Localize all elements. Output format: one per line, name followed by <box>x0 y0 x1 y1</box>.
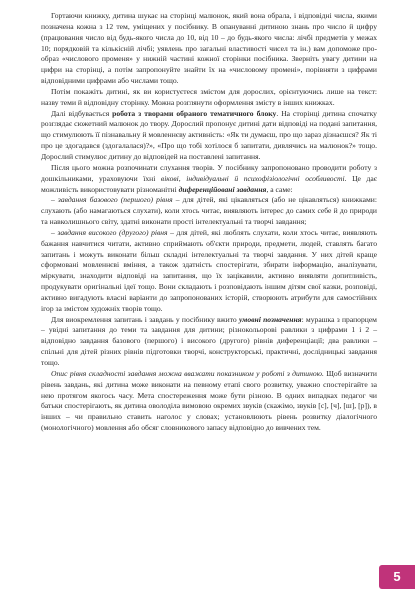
text-run: – <box>51 195 58 205</box>
text-run: вікові, індивідуальні й психофізіологічні особливості <box>160 173 345 183</box>
text-run: . Це дає можливість використовувати різноманітні <box>41 173 377 194</box>
text-run: робота з творами обраного тематичного блоку <box>112 108 277 118</box>
text-run: Для виокремлення запитань і завдань у посібнику вжито <box>51 314 239 324</box>
text-run: – <box>51 227 58 237</box>
paragraph <box>41 315 377 369</box>
paragraph <box>41 109 377 163</box>
text-run: – для дітей, які цікавляться (або не цікавляться) книжками: слухають (або намагаються слухати), коли хтось читає, виявляють інтерес до самих себе й до природи та навколишнього світу, здатні виконати прості інтелектуальні та творчі завдання; <box>41 195 377 227</box>
paragraph <box>41 87 377 109</box>
paragraph <box>41 228 377 315</box>
text-run: умовні позначення <box>238 314 302 324</box>
text-run: Опис рівня складності завдання можна вважати показником у роботі з дитиною. <box>51 368 324 378</box>
text-run: завдання високого (другого) рівня <box>57 227 168 237</box>
text-run: Потім покажіть дитині, як ви користуєтеся змістом для дорослих, орієнтуючись лише на текст: назву теми й відповідну сторінку. Можна розглянути оформлення змісту в інших книжках. <box>41 86 377 107</box>
text-run: , а саме: <box>266 184 293 194</box>
main-text <box>41 11 377 434</box>
text-run: : мурашка з прапорцем – увідні запитання до теми та завдання для дитини; різнокольорові равлики з цифрами 1 і 2 – відповідно завдання базового (першого) і високого (другого) рівнів диференціації; два равлики – спільні для дітей різних рівнів підготовки творчі, конструкторські, практичні, дослідницькі завдання тощо. <box>41 314 377 367</box>
text-run: – для дітей, які люблять слухати, коли хтось читає, виявляють бажання навчитися читати, активно сприймають об'єкти природи, предмети, людей, ставлять багато запитань і можуть виконати більш складні інтелектуальні та творчі завдання. У них дітей краще сформовані мовленнєві вміння, а також здатність спостерігати, збирати інформацію, аналізувати, міркувати, знаходити відповіді на запитання, що їх зацікавили, активно виявляти допитливість, продукувати оригінальні ідеї тощо. Вони складають і розповідають іншим дітям свої казки, розповіді, активно вигадують власні варіанти до запропонованих історій, створюють атрибути для самостійних ігор за змістом художніх творів тощо. <box>41 227 378 313</box>
text-run: Щоб визначити рівень завдань, які дитина може виконати на певному етапі свого розвитку, уважно спостерігайте за нею протягом якогось часу. Мета спостереження може бути різною. В одних випадках педагог чи батьки спостерігають, як дитина оволоділа вимовою окремих звуків (скажімо, звуків [с], [ч], [ш], [р]), в інших – чи правильно ставить наголос у словах; установлюють рівень розвитку діалогічного (монологічного) мовлення або обсяг словникового запасу відповідно до вивчених тем. <box>41 368 377 433</box>
page-number-badge: 5 <box>379 565 415 589</box>
text-run: Після цього можна розпочинати слухання творів. У посібнику запропоновано проводити роботу з дошкільниками, ураховуючи їхні <box>41 162 377 183</box>
paragraph <box>41 369 377 434</box>
text-run: Гортаючи книжку, дитина шукає на сторінці малюнок, який вона обрала, і відповідні числа, якими позначена кожна з 12 тем, уміщених у посібнику. В опануванні дитиною знань про число й цифру (працювання число від будь-якого числа до 10, від 10 – до будь-якого числа: лічбі предметів у межах 10; порядковій та кількісній лічбі; уявлень про загальні властивості чисел та ін.) вам допоможе прообраз «числового променя» у нижній частині кожної сторінки посібника. Зверніть увагу дитини на цифри на сторінці, а потім запропонуйте знайти їх на «числовому промені», порівняти з цифрами відповідними цифрами або числами тощо. <box>41 11 377 86</box>
paragraph <box>41 11 377 87</box>
paragraph <box>41 195 377 228</box>
text-run: завдання базового (першого) рівня <box>57 195 173 205</box>
text-run: Далі відбувається <box>51 108 113 118</box>
text-run: диференційовані завдання <box>178 184 267 194</box>
text-run: . На сторінці дитина спочатку розглядає сюжетний малюнок до твору. Дорослий пропонує дитині дати відповіді на подані запитання, що стимулюють її пізнавальну й мовленнєву активність: «Як ти думаєш, про що зараз дізнаєшся? Як ті про це здогадався (здогалалася)?», «Про що тобі хотілося б запитати, дивлячись на малюнок?» тощо. Дорослий стимулює дитину до відповідей на поставлені запитання. <box>41 108 377 161</box>
paragraph <box>41 163 377 196</box>
